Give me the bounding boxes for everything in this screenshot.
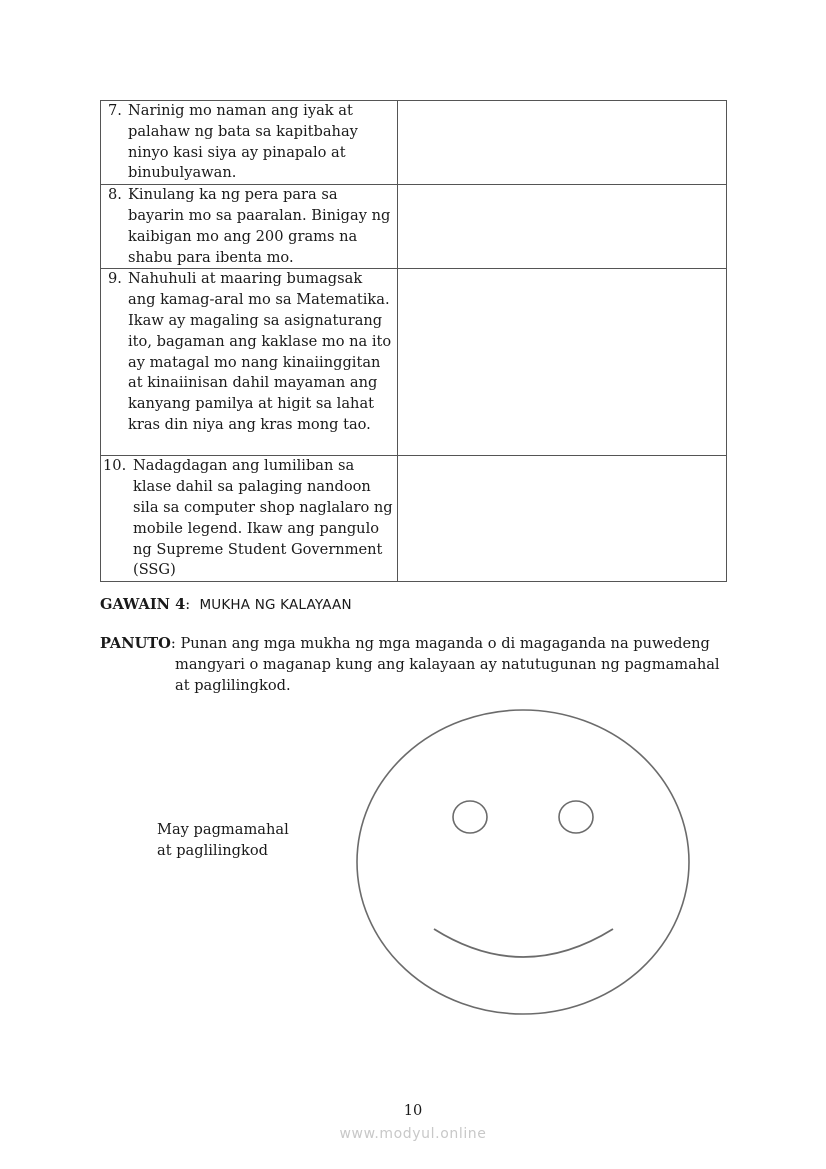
face-caption-line-1: May pagmamahal xyxy=(157,821,289,838)
instructions-line-2: mangyari o maganap kung ang kalayaan ay natutugunan ng pagmamahal xyxy=(175,655,720,673)
item-number: 7. xyxy=(108,102,122,119)
item-text: Narinig mo naman ang iyak at palahaw ng bata sa kapitbahay ninyo kasi siya ay pinapalo at binubulyawan. xyxy=(128,102,358,182)
right-eye xyxy=(559,801,593,833)
page-number: 10 xyxy=(403,1102,423,1119)
instructions-separator: : xyxy=(170,635,176,652)
item-text: Nahuhuli at maaring bumagsak ang kamag-aral mo sa Matematika. Ikaw ay magaling sa asignaturang ito, bagaman ang kaklase mo na ito ay matagal mo nang kinaiinggitan at kinaiinisan dahil mayaman ang kanyang pamilya at higit sa lahat kras din niya ang kras mong tao. xyxy=(128,270,392,433)
instructions-line-1: Punan ang mga mukha ng mga maganda o di magaganda na puwedeng xyxy=(180,635,710,652)
item-text: Kinulang ka ng pera para sa bayarin mo sa paaralan. Binigay ng kaibigan mo ang 200 grams na shabu para ibenta mo. xyxy=(128,186,391,266)
face-outline xyxy=(357,710,689,1014)
item-number: 8. xyxy=(108,186,122,204)
activity-label: GAWAIN 4 xyxy=(100,596,186,613)
left-eye xyxy=(453,801,487,833)
watermark: www.modyul.online xyxy=(339,1126,487,1142)
face-caption-line-2: at paglilingkod xyxy=(157,841,268,859)
item-number: 9. xyxy=(108,270,122,288)
item-text: Nadagdagan ang lumiliban sa klase dahil sa palaging nandoon sila sa computer shop naglalaro ng mobile legend. Ikaw ang pangulo ng Supreme Student Government (SSG) xyxy=(133,457,393,579)
smile-mouth xyxy=(434,929,613,957)
activity-title: MUKHA NG KALAYAAN xyxy=(199,597,352,613)
item-number: 10. xyxy=(103,457,127,475)
instructions-line-3: at paglilingkod. xyxy=(175,676,291,694)
instructions-label: PANUTO xyxy=(100,635,171,652)
activity-separator: : xyxy=(185,596,191,613)
